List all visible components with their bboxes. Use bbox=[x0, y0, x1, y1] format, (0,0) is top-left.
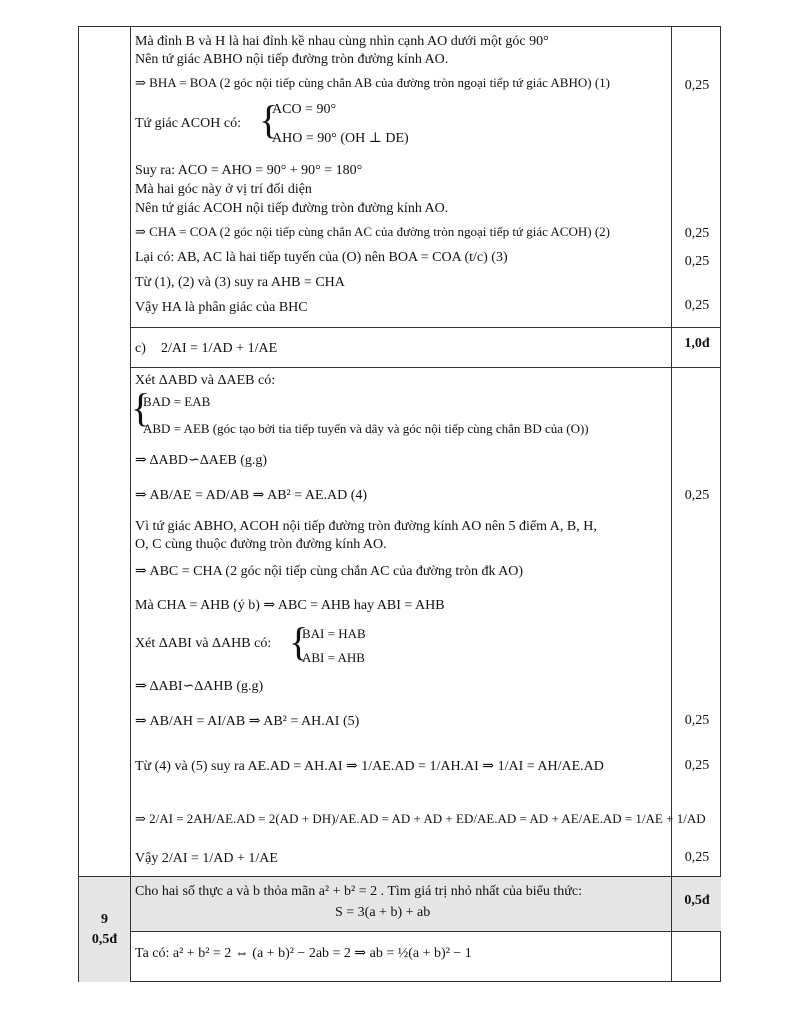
proof-line: Vậy 2/AI = 1/AD + 1/AE bbox=[135, 851, 278, 866]
proof-line: Nên tứ giác ABHO nội tiếp đường tròn đường kính AO. bbox=[135, 52, 449, 67]
score-value: 0,25 bbox=[684, 226, 710, 241]
system-eq: ABD = AEB (góc tạo bởi tia tiếp tuyến và dây và góc nội tiếp cùng chắn BD của (O)) bbox=[143, 421, 589, 436]
proof-line: ⇒ BHA = BOA (2 góc nội tiếp cùng chắn AB của đường tròn ngoại tiếp tứ giác ABHO) (1) bbox=[135, 75, 610, 90]
proof-line: ⇒ ΔABD∽ΔAEB (g.g) bbox=[135, 453, 268, 468]
proof-line: Nên tứ giác ACOH nội tiếp đường tròn đường kính AO. bbox=[135, 201, 449, 216]
system-label: Xét ΔABI và ΔAHB có: bbox=[135, 636, 272, 651]
column-divider bbox=[671, 27, 672, 981]
proof-line: ⇒ 2/AI = 2AH/AE.AD = 2(AD + DH)/AE.AD = AD + AD + ED/AE.AD = AD + AE/AE.AD = 1/AE + 1/AD bbox=[135, 811, 706, 826]
score-value: 0,25 bbox=[684, 488, 710, 503]
proof-line: Mà hai góc này ở vị trí đối diện bbox=[135, 182, 312, 197]
proof-line: Lại có: AB, AC là hai tiếp tuyến của (O) nên BOA = COA (t/c) (3) bbox=[135, 250, 508, 265]
score-value: 0,25 bbox=[684, 298, 710, 313]
question-prompt-points: 0,5đ bbox=[684, 893, 710, 908]
question-prompt: Cho hai số thực a và b thỏa mãn a² + b² = 2 . Tìm giá trị nhỏ nhất của biểu thức: bbox=[135, 884, 582, 899]
question-number-cell bbox=[79, 877, 130, 982]
system-eq: BAI = HAB bbox=[302, 626, 366, 641]
score-value: 0,25 bbox=[684, 78, 710, 93]
row-divider bbox=[130, 367, 720, 368]
proof-line: ⇒ ABC = CHA (2 góc nội tiếp cùng chắn AC của đường tròn đk AO) bbox=[135, 564, 524, 579]
question-number: 9 bbox=[101, 912, 108, 927]
brace-icon: { bbox=[259, 97, 279, 142]
score-value: 0,25 bbox=[684, 254, 710, 269]
brace-icon: { bbox=[289, 619, 309, 664]
part-c-statement: 2/AI = 1/AD + 1/AE bbox=[161, 341, 278, 356]
proof-line: Xét ΔABD và ΔAEB có: bbox=[135, 373, 276, 388]
score-value: 0,25 bbox=[684, 850, 710, 865]
score-value: 0,25 bbox=[684, 713, 710, 728]
proof-line: O, C cùng thuộc đường tròn đường kính AO. bbox=[135, 537, 387, 552]
proof-line: ⇒ ΔABI∽ΔAHB (g.g) bbox=[135, 679, 264, 694]
row-divider bbox=[130, 931, 720, 932]
proof-line: Từ (1), (2) và (3) suy ra AHB = CHA bbox=[135, 275, 345, 290]
proof-line: Mà CHA = AHB (ý b) ⇒ ABC = AHB hay ABI = AHB bbox=[135, 598, 445, 613]
column-divider bbox=[130, 27, 131, 981]
system-eq: BAD = EAB bbox=[143, 394, 211, 409]
proof-line: Từ (4) và (5) suy ra AE.AD = AH.AI ⇒ 1/AE.AD = 1/AH.AI ⇒ 1/AI = AH/AE.AD bbox=[135, 759, 604, 774]
proof-line: ⇒ AB/AH = AI/AB ⇒ AB² = AH.AI (5) bbox=[135, 714, 360, 729]
proof-line: Mà đỉnh B và H là hai đỉnh kề nhau cùng nhìn cạnh AO dưới một góc 90° bbox=[135, 34, 549, 49]
proof-line: ⇒ CHA = COA (2 góc nội tiếp cùng chắn AC của đường tròn ngoại tiếp tứ giác ACOH) (2) bbox=[135, 224, 610, 239]
part-c-points: 1,0đ bbox=[684, 336, 710, 351]
system-eq: ABI = AHB bbox=[302, 650, 365, 665]
proof-line: ⇒ AB/AE = AD/AB ⇒ AB² = AE.AD (4) bbox=[135, 488, 368, 503]
system-label: Tứ giác ACOH có: bbox=[135, 116, 241, 131]
system-eq: AHO = 90° (OH ⊥ DE) bbox=[272, 131, 409, 146]
row-divider bbox=[130, 327, 720, 328]
proof-line: Vậy HA là phân giác của BHC bbox=[135, 300, 308, 315]
score-value: 0,25 bbox=[684, 758, 710, 773]
part-c-label: c) bbox=[135, 341, 146, 356]
answer-key-table bbox=[78, 26, 721, 982]
system-eq: ACO = 90° bbox=[272, 102, 337, 117]
proof-line: Vì tứ giác ABHO, ACOH nội tiếp đường tròn đường kính AO nên 5 điểm A, B, H, bbox=[135, 519, 597, 534]
proof-line: Suy ra: ACO = AHO = 90° + 90° = 180° bbox=[135, 163, 363, 178]
question-points: 0,5đ bbox=[91, 932, 118, 947]
brace-icon: { bbox=[131, 385, 151, 430]
question-expression: S = 3(a + b) + ab bbox=[335, 905, 431, 920]
proof-line: Ta có: a² + b² = 2 ⇔ (a + b)² − 2ab = 2 ⇒ ab = ½(a + b)² − 1 bbox=[135, 946, 472, 961]
